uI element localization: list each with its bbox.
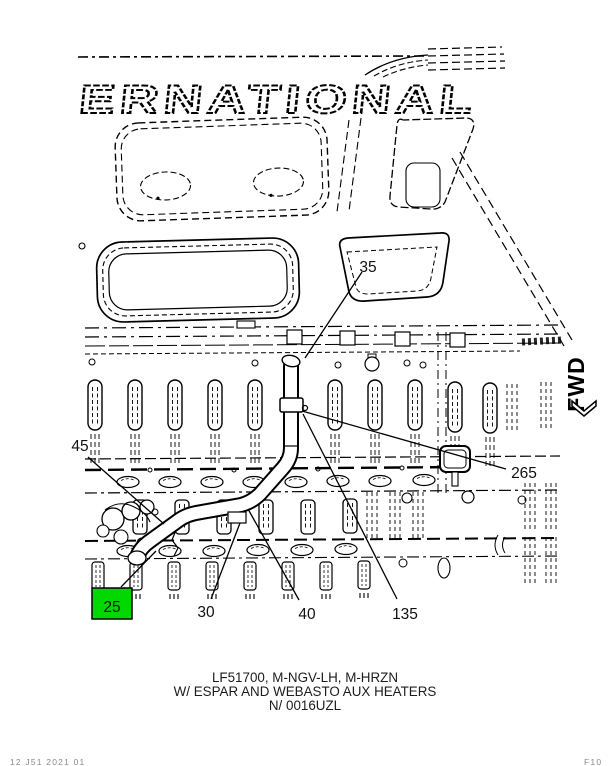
callout-label-25[interactable]: 25 bbox=[103, 599, 121, 616]
callout-label-45[interactable]: 45 bbox=[71, 438, 89, 455]
caption-line1: LF51700, M-NGV-LH, M-HRZN bbox=[211, 670, 399, 685]
footer-left-code: 12 J51 2021 01 bbox=[10, 757, 86, 766]
callout-label-35[interactable]: 35 bbox=[359, 259, 377, 276]
hood-fastener-dot bbox=[79, 243, 85, 249]
grille-slats-row1 bbox=[88, 332, 551, 497]
callout-label-265[interactable]: 265 bbox=[511, 465, 537, 482]
rail-fasteners bbox=[89, 354, 426, 371]
hose-fitting bbox=[228, 512, 246, 523]
brand-lettering bbox=[77, 78, 480, 122]
caption-line2: W/ ESPAR AND WEBASTO AUX HEATERS bbox=[173, 684, 437, 699]
caption-line3: N/ 0016UZL bbox=[268, 698, 342, 713]
hose-clamp bbox=[280, 398, 303, 412]
footer-right-code: F10 bbox=[584, 757, 603, 766]
support-rails-upper bbox=[85, 321, 562, 354]
cowl-opening-right bbox=[340, 233, 449, 301]
brand-text: ERNATIONAL bbox=[77, 78, 382, 122]
highlighted-callout-25[interactable] bbox=[92, 588, 132, 619]
callout-label-40[interactable]: 40 bbox=[298, 606, 316, 623]
hood-vent-right bbox=[390, 118, 474, 209]
hood-diagonal-seam bbox=[452, 152, 572, 346]
cowl-opening-left bbox=[96, 237, 300, 322]
callout-label-135[interactable]: 135 bbox=[392, 606, 418, 623]
diagram-caption bbox=[174, 670, 437, 713]
fwd-indicator bbox=[563, 356, 596, 416]
fwd-label: FWD bbox=[563, 356, 589, 412]
hood-top-edge bbox=[78, 47, 505, 77]
hood-gap-lines bbox=[337, 118, 361, 212]
support-rails-middle bbox=[85, 456, 560, 493]
footer-codes bbox=[10, 757, 602, 766]
callout-label-30[interactable]: 30 bbox=[197, 604, 215, 621]
hood-vent-left bbox=[114, 116, 329, 221]
